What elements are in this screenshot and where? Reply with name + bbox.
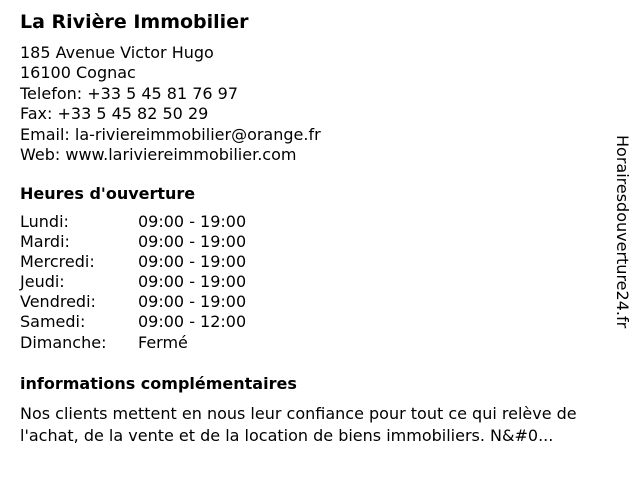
day-label: Dimanche: (20, 332, 107, 352)
day-label: Samedi: (20, 312, 86, 332)
address-street: 185 Avenue Victor Hugo (20, 43, 214, 62)
day-hours: 09:00 - 19:00 (138, 272, 247, 292)
hours-row-sunday (20, 333, 246, 353)
day-hours: 09:00 - 19:00 (138, 252, 247, 272)
opening-hours-heading: Heures d'ouverture (20, 184, 196, 203)
description-line: l'achat, de la vente et de la location de biens immobiliers. N&#0... (20, 425, 554, 445)
site-watermark: Horairesdouverture24.fr (613, 135, 632, 329)
hours-row-friday (20, 292, 246, 312)
hours-row-monday (20, 212, 246, 232)
email-address: Email: la-riviereimmobilier@orange.fr (20, 124, 321, 144)
hours-row-thursday (20, 272, 246, 292)
website-address: Web: www.lariviereimmobilier.com (20, 144, 297, 164)
hours-row-tuesday (20, 232, 246, 252)
business-name: La Rivière Immobilier (20, 11, 249, 33)
address-city: 16100 Cognac (20, 63, 136, 83)
phone-number: Telefon: +33 5 45 81 76 97 (20, 83, 239, 103)
hours-row-wednesday (20, 252, 246, 272)
day-hours: 09:00 - 12:00 (138, 312, 247, 332)
day-hours: Fermé (138, 332, 188, 352)
opening-hours-list (20, 212, 246, 353)
day-label: Lundi: (20, 212, 69, 231)
day-hours: 09:00 - 19:00 (138, 212, 247, 231)
day-label: Vendredi: (20, 292, 96, 312)
fax-number: Fax: +33 5 45 82 50 29 (20, 104, 209, 124)
day-label: Jeudi: (20, 272, 65, 292)
description-line: Nos clients mettent en nous leur confiance pour tout ce qui relève de (20, 404, 577, 423)
day-hours: 09:00 - 19:00 (138, 292, 247, 312)
contact-block (20, 43, 321, 165)
hours-row-saturday (20, 312, 246, 332)
day-label: Mardi: (20, 232, 70, 252)
additional-info-heading: informations complémentaires (20, 374, 297, 393)
day-label: Mercredi: (20, 252, 95, 272)
additional-info-text (20, 403, 632, 446)
day-hours: 09:00 - 19:00 (138, 232, 247, 252)
